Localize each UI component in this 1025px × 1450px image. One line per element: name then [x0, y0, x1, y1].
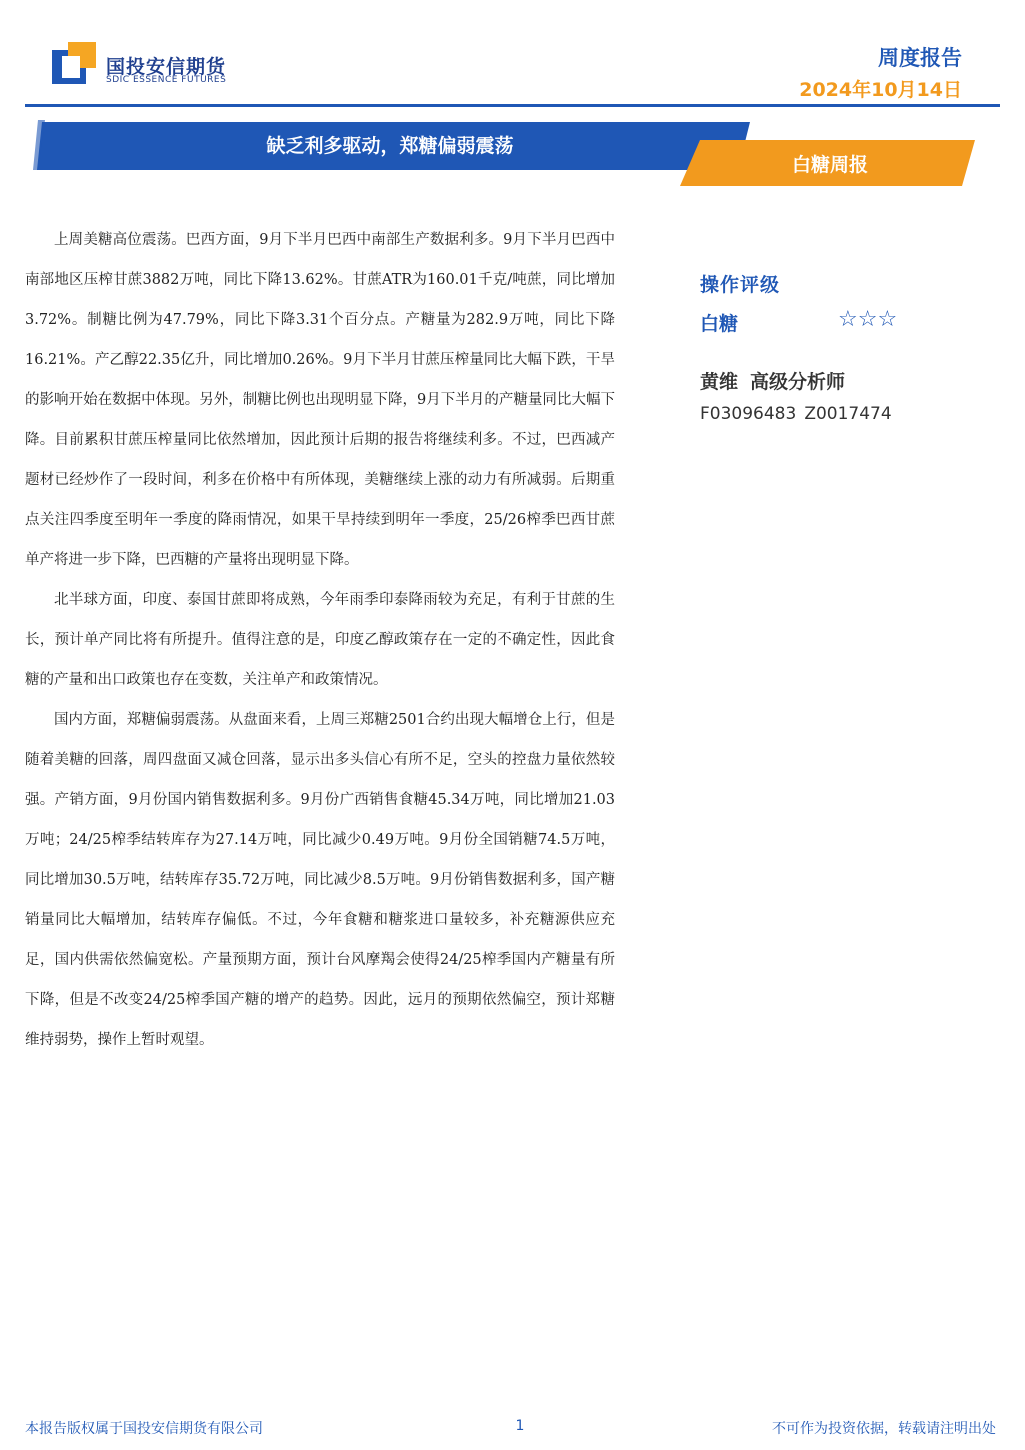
disclaimer-notice: 不可作为投资依据，转载请注明出处	[772, 1421, 996, 1437]
paragraph-northern-hemisphere: 北半球方面，印度、泰国甘蔗即将成熟，今年雨季印泰降雨较为充足，有利于甘蔗的生长，预计单产同比将有所提升。值得注意的是，印度乙醇政策存在一定的不确定性，因此食糖的产量和出口政策也存在变数，关注单产和政策情况。	[25, 592, 615, 688]
report-title: 缺乏利多驱动，郑糖偏弱震荡	[266, 135, 514, 157]
report-category-tag: 白糖周报	[791, 154, 868, 176]
company-name-cn: 国投安信期货	[106, 56, 227, 78]
analyst-info	[700, 367, 990, 394]
page-header	[0, 0, 1025, 110]
report-type: 周度报告	[878, 46, 962, 70]
analyst-title: 高级分析师	[750, 371, 846, 393]
report-body	[25, 220, 615, 1060]
rating-row	[700, 303, 990, 339]
star-rating-icon: ☆☆☆	[838, 307, 898, 332]
analyst-licenses	[700, 404, 990, 424]
report-date: 2024年10月14日	[799, 79, 962, 101]
rating-commodity: 白糖	[700, 313, 739, 335]
company-name-en: SDIC ESSENCE FUTURES	[106, 75, 227, 85]
copyright-notice: 本报告版权属于国投安信期货有限公司	[25, 1421, 263, 1437]
page-footer	[25, 1418, 1000, 1440]
rating-label: 操作评级	[700, 274, 781, 296]
paragraph-domestic: 国内方面，郑糖偏弱震荡。从盘面来看，上周三郑糖2501合约出现大幅增仓上行，但是随着美糖的回落，周四盘面又减仓回落，显示出多头信心有所不足，空头的控盘力量依然较强。产销方面，9月份国内销售数据利多。9月份广西销售食糖45.34万吨，同比增加21.03万吨；24/25榨季结转库存为27.14万吨，同比减少0.49万吨。9月份全国销糖74.5万吨，同比增加30.5万吨，结转库存35.72万吨，同比减少8.5万吨。9月份销售数据利多，国产糖销量同比大幅增加，结转库存偏低。不过，今年食糖和糖浆进口量较多，补充糖源供应充足，国内供需依然偏宽松。产量预期方面，预计台风摩羯会使得24/25榨季国内产糖量有所下降，但是不改变24/25榨季国产糖的增产的趋势。因此，远月的预期依然偏空，预计郑糖维持弱势，操作上暂时观望。	[25, 712, 615, 1048]
paragraph-us-brazil: 上周美糖高位震荡。巴西方面，9月下半月巴西中南部生产数据利多。9月下半月巴西中南部地区压榨甘蔗3882万吨，同比下降13.62%。甘蔗ATR为160.01千克/吨蔗，同比增加3.72%。制糖比例为47.79%，同比下降3.31个百分点。产糖量为282.9万吨，同比下降16.21%。产乙醇22.35亿升，同比增加0.26%。9月下半月甘蔗压榨量同比大幅下跌，干旱的影响开始在数据中体现。另外，制糖比例也出现明显下降，9月下半月的产糖量同比大幅下降。目前累积甘蔗压榨量同比依然增加，因此预计后期的报告将继续利多。不过，巴西减产题材已经炒作了一段时间，利多在价格中有所体现，美糖继续上涨的动力有所减弱。后期重点关注四季度至明年一季度的降雨情况，如果干旱持续到明年一季度，25/26榨季巴西甘蔗单产将进一步下降，巴西糖的产量将出现明显下降。	[25, 232, 615, 568]
header-divider	[25, 104, 1000, 107]
license-number-consulting: Z0017474	[804, 404, 892, 424]
sidebar	[700, 270, 990, 424]
page-number: 1	[515, 1418, 525, 1434]
analyst-name: 黄维	[700, 371, 739, 393]
license-number-futures: F03096483	[700, 404, 797, 424]
company-logo-icon	[52, 42, 98, 86]
